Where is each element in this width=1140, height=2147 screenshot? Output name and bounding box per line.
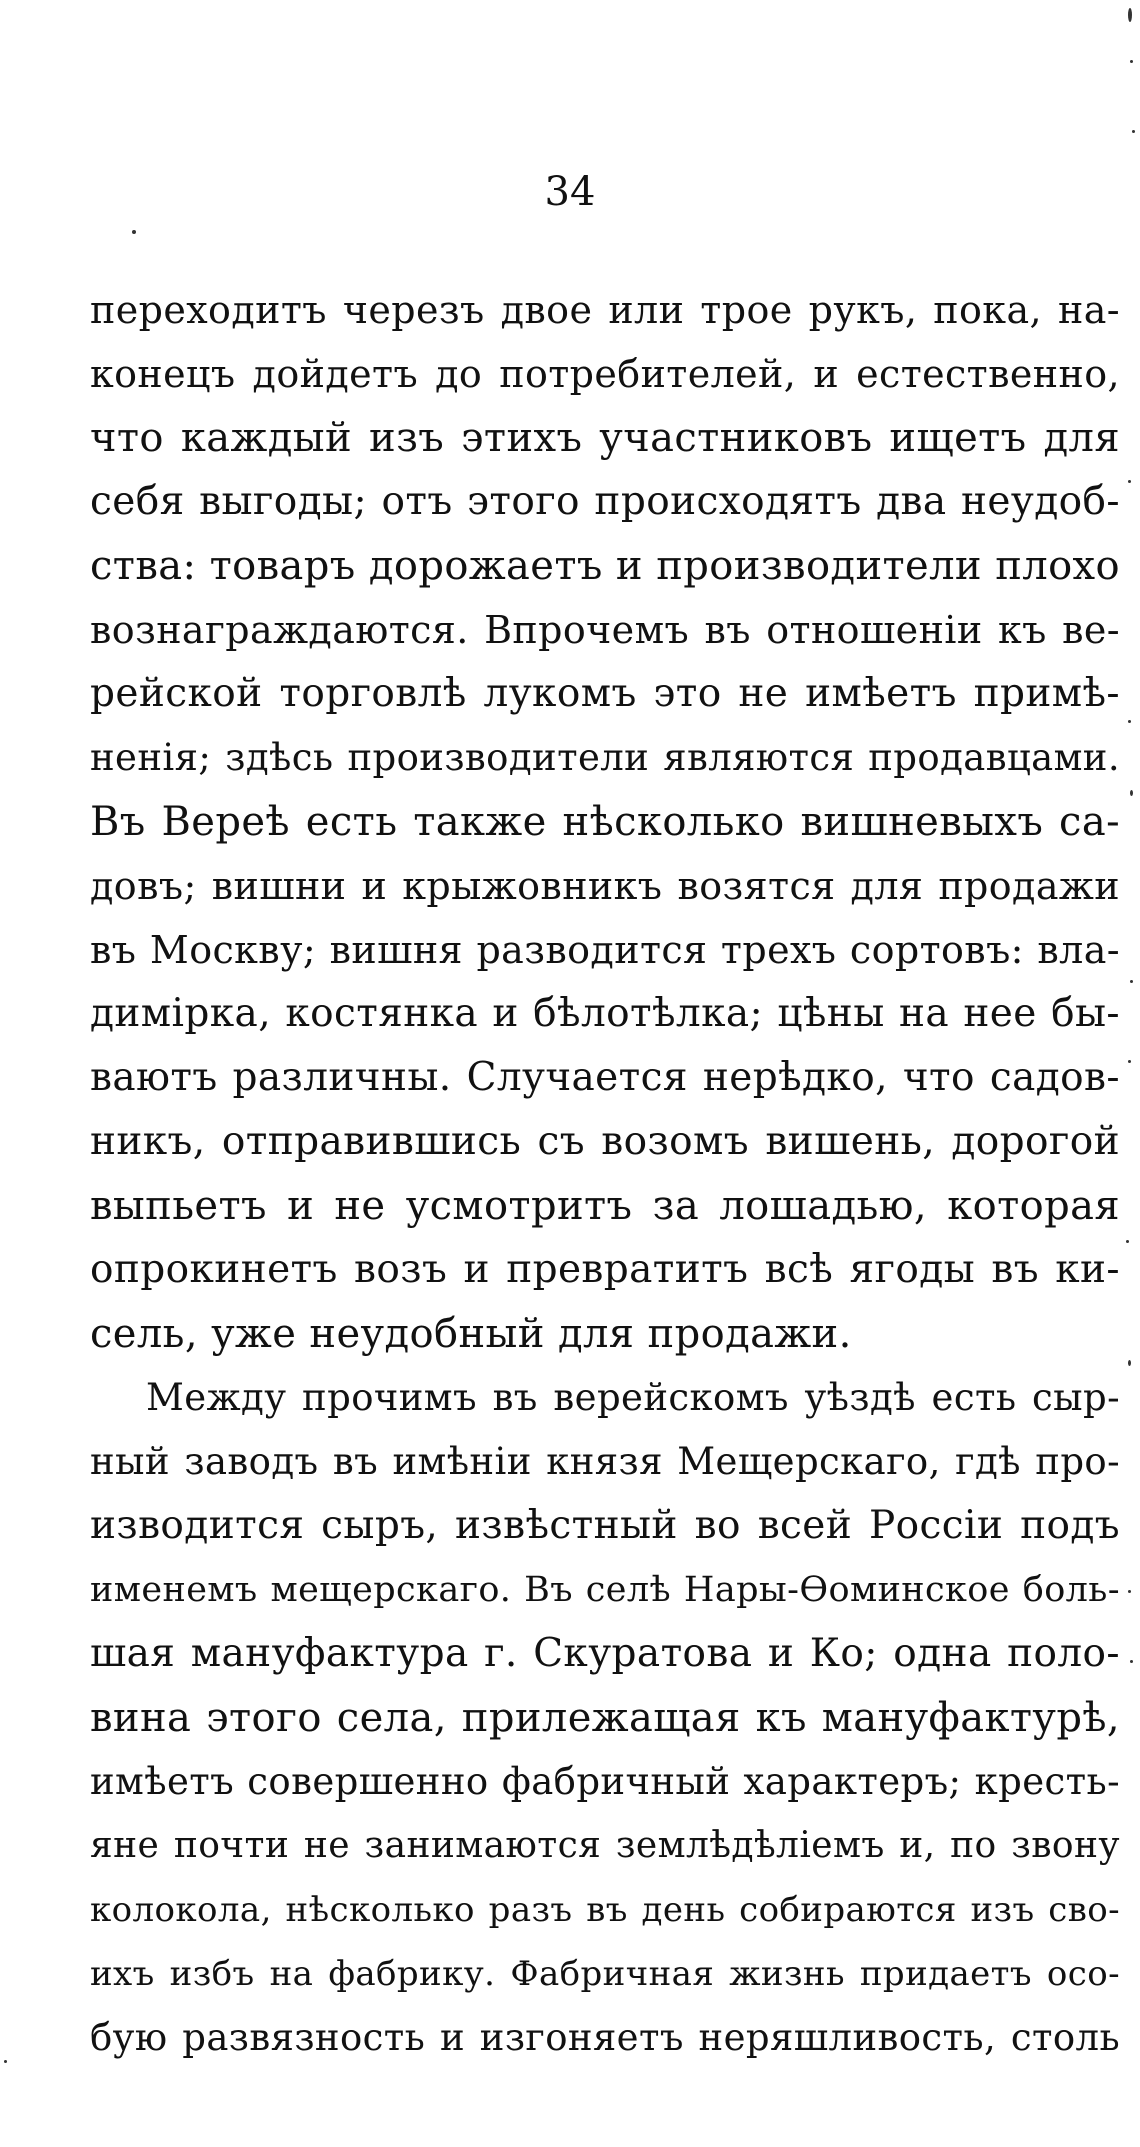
text-line: ненiя; здѣсь производители являются продавцами. [90,736,1120,779]
scan-speck [1130,1660,1133,1663]
text-line: себя выгоды; отъ этого происходятъ два неудоб- [90,479,1120,524]
scan-speck [1126,1240,1129,1243]
text-line: переходитъ черезъ двое или трое рукъ, пока, на- [90,288,1120,332]
text-line: сель, уже неудобный для продажи. [90,1311,852,1357]
page-number: 34 [544,169,596,215]
scan-speck [1130,980,1133,983]
text-line: Между прочимъ въ верейскомъ уѣздѣ есть сыр- [146,1376,1120,1419]
scan-speck [1128,480,1131,483]
text-line: колокола, нѣсколько разъ въ день собираются изъ сво- [90,1890,1120,1930]
text-line: ства: товаръ дорожаетъ и производители плохо [90,543,1120,589]
text-line: довъ; вишни и крыжовникъ возятся для продажи [90,864,1120,908]
text-line: выпьетъ и не усмотритъ за лошадью, которая [90,1183,1120,1229]
scan-speck [1128,1590,1131,1593]
scan-speck [4,2060,7,2063]
text-line: именемъ мещерскаго. Въ селѣ Нары-Ѳоминское боль- [90,1570,1120,1610]
scan-speck [1128,1360,1131,1366]
text-line: въ Москву; вишня разводится трехъ сортовъ: вла- [90,928,1120,972]
text-line: Въ Вереѣ есть также нѣсколько вишневыхъ са- [90,799,1120,845]
text-line: что каждый изъ этихъ участниковъ ищетъ для [90,415,1120,461]
scan-speck [1130,790,1133,796]
scan-speck [1132,130,1135,133]
paragraph-2 [90,1366,1120,2070]
text-line: бую развязность и изгоняетъ неряшливость, столь [90,2016,1120,2059]
text-line: вознаграждаются. Впрочемъ въ отношенiи къ ве- [90,608,1120,652]
scan-speck [1128,1060,1131,1063]
text-line: ный заводъ въ имѣнiи князя Мещерскаго, гдѣ про- [90,1440,1120,1483]
text-line: рейской торговлѣ лукомъ это не имѣетъ примѣ- [90,671,1120,716]
text-line: никъ, отправившись съ возомъ вишень, дорогой [90,1119,1120,1164]
text-line: имѣетъ совершенно фабричный характеръ; кресть- [90,1760,1120,1803]
text-line: ваютъ различны. Случается нерѣдко, что садов- [90,1055,1120,1100]
body-text [90,278,1120,2070]
text-line: димiрка, костянка и бѣлотѣлка; цѣны на нее бы- [90,991,1120,1036]
text-line: шая мануфактура г. Скуратова и Ко; одна поло- [90,1631,1120,1676]
scan-speck [1128,8,1132,22]
text-line: опрокинетъ возъ и превратитъ всѣ ягоды въ ки- [90,1247,1120,1292]
text-line: яне почти не занимаются землѣдѣлiемъ и, по звону [90,1825,1120,1866]
scan-speck [1130,60,1133,63]
scan-speck [1128,720,1131,723]
paragraph-1 [90,278,1120,1366]
text-line: конецъ дойдетъ до потребителей, и естественно, [90,352,1120,396]
text-line: изводится сыръ, извѣстный во всей Россiи подъ [90,1503,1120,1548]
text-line: ихъ избъ на фабрику. Фабричная жизнь придаетъ осо- [90,1954,1120,1994]
text-line: вина этого села, прилежащая къ мануфактурѣ, [90,1695,1120,1741]
scan-speck [132,230,136,234]
